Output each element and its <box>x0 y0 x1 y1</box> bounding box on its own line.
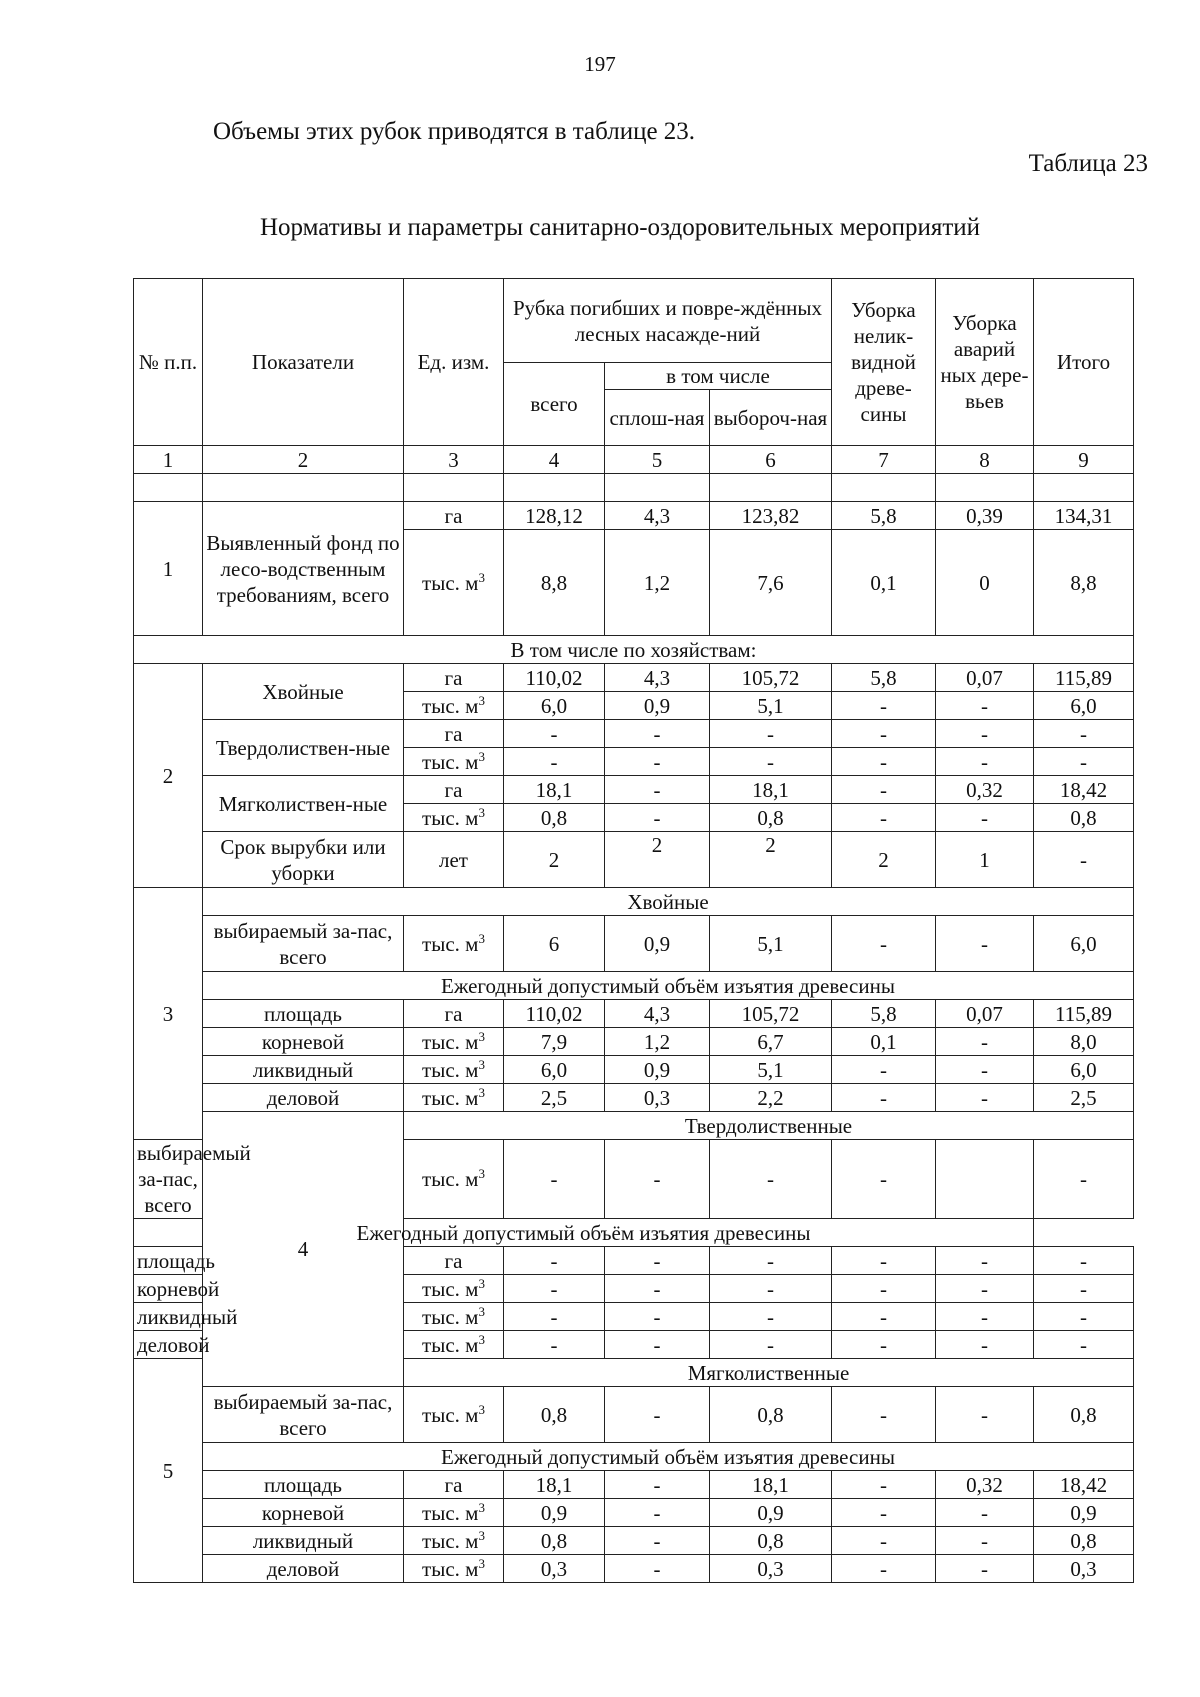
value-cell: - <box>504 1247 605 1275</box>
value-cell: 4,3 <box>605 1000 710 1028</box>
unit-text: тыс. м <box>422 1029 479 1054</box>
value-cell: - <box>504 1140 605 1219</box>
gap-cell <box>504 474 605 502</box>
value-cell: - <box>1034 1247 1134 1275</box>
table-row <box>134 1555 1134 1583</box>
value-cell: - <box>504 720 605 748</box>
annual-heading: Ежегодный допустимый объём изъятия древесины <box>134 1219 1034 1247</box>
value-cell: - <box>832 1303 936 1331</box>
unit-exponent: 3 <box>478 1499 485 1515</box>
unit-text: тыс. м <box>422 570 479 595</box>
unit-exponent: 3 <box>478 804 485 820</box>
value-cell: - <box>605 1275 710 1303</box>
column-number: 4 <box>504 446 605 474</box>
unit-cell <box>404 1555 504 1583</box>
indicator-label: корневой <box>134 1275 203 1303</box>
header-total: всего <box>504 363 605 446</box>
intro-text: Объемы этих рубок приводятся в таблице 23. <box>213 118 696 145</box>
value-cell: - <box>936 1084 1034 1112</box>
value-cell: - <box>936 748 1034 776</box>
value-cell: 8,8 <box>1034 530 1134 636</box>
value-cell: 0 <box>936 530 1034 636</box>
value-cell: 0,9 <box>605 692 710 720</box>
table-row <box>134 1112 1134 1140</box>
unit-cell <box>404 748 504 776</box>
value-cell: - <box>710 720 832 748</box>
annual-heading: Ежегодный допустимый объём изъятия древесины <box>203 972 1134 1000</box>
annual-heading: Ежегодный допустимый объём изъятия древесины <box>203 1443 1134 1471</box>
value-cell: 0,8 <box>710 1527 832 1555</box>
value-cell: 1,2 <box>605 530 710 636</box>
value-cell: 18,1 <box>504 776 605 804</box>
column-number: 7 <box>832 446 936 474</box>
table-row <box>134 832 1134 888</box>
unit-cell: лет <box>404 832 504 888</box>
value-cell: - <box>832 1247 936 1275</box>
value-cell: - <box>710 1275 832 1303</box>
value-cell: - <box>1034 720 1134 748</box>
value-cell: 2 <box>504 832 605 888</box>
value-cell: - <box>832 1471 936 1499</box>
value-cell: - <box>710 1140 832 1219</box>
value-cell: 0,8 <box>710 804 832 832</box>
indicator-label: Твердолиствен-ные <box>203 720 404 776</box>
value-cell: 2,2 <box>710 1084 832 1112</box>
table-row <box>134 279 1134 363</box>
value-cell: - <box>936 1056 1034 1084</box>
table-row <box>134 972 1134 1000</box>
value-cell: 5,8 <box>832 502 936 530</box>
unit-cell <box>404 1331 504 1359</box>
value-cell: 0,32 <box>936 1471 1034 1499</box>
table-row <box>134 888 1134 916</box>
unit-exponent: 3 <box>478 1056 485 1072</box>
unit-exponent: 3 <box>478 1527 485 1543</box>
table-title: Нормативы и параметры санитарно-оздоровительных мероприятий <box>259 214 981 241</box>
value-cell: 0,8 <box>504 1527 605 1555</box>
value-cell: 6,7 <box>710 1028 832 1056</box>
value-cell: 134,31 <box>1034 502 1134 530</box>
column-number: 3 <box>404 446 504 474</box>
value-cell: 0,07 <box>936 1000 1034 1028</box>
value-cell: 123,82 <box>710 502 832 530</box>
value-cell: 7,6 <box>710 530 832 636</box>
value-cell: - <box>605 1387 710 1443</box>
unit-exponent: 3 <box>478 692 485 708</box>
value-cell: - <box>936 1555 1034 1583</box>
value-cell: 110,02 <box>504 1000 605 1028</box>
value-cell: 0,8 <box>504 804 605 832</box>
value-cell: - <box>832 776 936 804</box>
table-row <box>134 446 1134 474</box>
column-number: 1 <box>134 446 203 474</box>
table-row <box>134 1084 1134 1112</box>
value-cell: - <box>1034 1303 1134 1331</box>
value-cell: - <box>605 748 710 776</box>
value-cell: - <box>1034 832 1134 888</box>
header-num: № п.п. <box>134 279 203 446</box>
table-row <box>134 1000 1134 1028</box>
indicator-label: ликвидный <box>203 1527 404 1555</box>
value-cell: 2 <box>605 832 710 888</box>
value-cell: 18,42 <box>1034 1471 1134 1499</box>
value-cell: 2 <box>710 832 832 888</box>
indicator-label: Срок вырубки или уборки <box>203 832 404 888</box>
value-cell: 0,3 <box>605 1084 710 1112</box>
value-cell: - <box>504 1275 605 1303</box>
value-cell: 0,9 <box>605 916 710 972</box>
unit-cell: га <box>404 1471 504 1499</box>
column-number: 9 <box>1034 446 1134 474</box>
table-row <box>134 916 1134 972</box>
unit-cell <box>404 1499 504 1527</box>
value-cell: 18,1 <box>504 1471 605 1499</box>
indicator-label: выбираемый за-пас, всего <box>134 1140 203 1219</box>
value-cell: - <box>605 1471 710 1499</box>
value-cell: 128,12 <box>504 502 605 530</box>
value-cell: - <box>832 1084 936 1112</box>
value-cell: - <box>605 1555 710 1583</box>
value-cell: 0,1 <box>832 1028 936 1056</box>
value-cell: - <box>936 692 1034 720</box>
unit-text: тыс. м <box>422 805 479 830</box>
row-number: 2 <box>134 664 203 888</box>
value-cell: - <box>710 1247 832 1275</box>
header-felling: Рубка погибших и повре-ждённых лесных насажде-ний <box>504 279 832 363</box>
value-cell: - <box>504 748 605 776</box>
indicator-label: корневой <box>203 1499 404 1527</box>
table-gap <box>134 474 1134 502</box>
value-cell: - <box>710 748 832 776</box>
value-cell: 2 <box>832 832 936 888</box>
table-row <box>134 664 1134 692</box>
value-cell: 0,8 <box>1034 1387 1134 1443</box>
value-cell: 115,89 <box>1034 664 1134 692</box>
table-row <box>134 1028 1134 1056</box>
table-body <box>134 279 1134 1583</box>
header-including: в том числе <box>605 363 832 390</box>
indicator-label: выбираемый за-пас, всего <box>203 916 404 972</box>
value-cell: 6 <box>504 916 605 972</box>
value-cell: 0,1 <box>832 530 936 636</box>
value-cell: - <box>832 692 936 720</box>
gap-cell <box>134 474 203 502</box>
value-cell: 0,8 <box>1034 804 1134 832</box>
unit-cell <box>404 1303 504 1331</box>
column-number: 5 <box>605 446 710 474</box>
unit-text: тыс. м <box>422 1057 479 1082</box>
unit-cell <box>404 1275 504 1303</box>
unit-text: тыс. м <box>422 749 479 774</box>
gap-cell <box>710 474 832 502</box>
indicator-label: Мягколиствен-ные <box>203 776 404 832</box>
indicator-label: деловой <box>134 1331 203 1359</box>
value-cell: - <box>832 1499 936 1527</box>
indicator-label: ликвидный <box>203 1056 404 1084</box>
header-unit: Ед. изм. <box>404 279 504 446</box>
value-cell: 4,3 <box>605 664 710 692</box>
value-cell: - <box>936 1028 1034 1056</box>
indicator-label: Выявленный фонд по лесо-водственным требованиям, всего <box>203 502 404 636</box>
unit-cell <box>404 1084 504 1112</box>
unit-exponent: 3 <box>478 1331 485 1347</box>
value-cell: 8,8 <box>504 530 605 636</box>
unit-exponent: 3 <box>478 1401 485 1417</box>
indicator-label: площадь <box>203 1471 404 1499</box>
unit-cell: га <box>404 720 504 748</box>
value-cell: - <box>605 1247 710 1275</box>
value-cell: - <box>936 720 1034 748</box>
indicator-label: площадь <box>203 1000 404 1028</box>
value-cell: 0,3 <box>504 1555 605 1583</box>
value-cell: - <box>504 1331 605 1359</box>
value-cell: 0,39 <box>936 502 1034 530</box>
unit-text: тыс. м <box>422 1167 479 1191</box>
value-cell: - <box>605 1303 710 1331</box>
unit-cell <box>404 916 504 972</box>
value-cell: - <box>832 748 936 776</box>
gap-cell <box>832 474 936 502</box>
header-indicators: Показатели <box>203 279 404 446</box>
value-cell: 0,3 <box>710 1555 832 1583</box>
value-cell: 0,9 <box>605 1056 710 1084</box>
value-cell: 2,5 <box>1034 1084 1134 1112</box>
header-emergency: Уборка аварий ных дере-вьев <box>936 279 1034 446</box>
table-row <box>134 636 1134 664</box>
unit-exponent: 3 <box>478 1303 485 1319</box>
unit-exponent: 3 <box>478 1555 485 1571</box>
value-cell: 18,42 <box>1034 776 1134 804</box>
table-label: Таблица 23 <box>1028 150 1148 177</box>
value-cell: 5,8 <box>832 664 936 692</box>
value-cell: - <box>832 1056 936 1084</box>
value-cell: 110,02 <box>504 664 605 692</box>
gap-cell <box>605 474 710 502</box>
value-cell: - <box>504 1303 605 1331</box>
header-solid: сплош-ная <box>605 390 710 446</box>
unit-exponent: 3 <box>478 1275 485 1291</box>
indicator-label: Хвойные <box>203 664 404 720</box>
value-cell: 7,9 <box>504 1028 605 1056</box>
unit-text: тыс. м <box>422 1085 479 1110</box>
unit-exponent: 3 <box>478 748 485 764</box>
page-number: 197 <box>584 52 616 76</box>
value-cell: 5,1 <box>710 692 832 720</box>
value-cell: - <box>936 1247 1034 1275</box>
unit-text: тыс. м <box>422 1500 479 1525</box>
value-cell <box>936 1140 1034 1219</box>
indicator-label: ликвидный <box>134 1303 203 1331</box>
value-cell: - <box>936 1331 1034 1359</box>
value-cell: - <box>605 804 710 832</box>
value-cell: 6,0 <box>1034 1056 1134 1084</box>
value-cell: - <box>832 1275 936 1303</box>
value-cell: - <box>605 720 710 748</box>
value-cell: - <box>1034 1331 1134 1359</box>
gap-cell <box>1034 474 1134 502</box>
value-cell: 0,8 <box>710 1387 832 1443</box>
value-cell: - <box>710 1303 832 1331</box>
value-cell: 0,9 <box>710 1499 832 1527</box>
value-cell: 6,0 <box>504 692 605 720</box>
section-title: Хвойные <box>203 888 1134 916</box>
value-cell: 0,32 <box>936 776 1034 804</box>
value-cell: 2,5 <box>504 1084 605 1112</box>
value-cell: - <box>936 804 1034 832</box>
value-cell: - <box>832 1527 936 1555</box>
gap-cell <box>936 474 1034 502</box>
unit-exponent: 3 <box>478 1166 485 1181</box>
value-cell: 105,72 <box>710 1000 832 1028</box>
column-number: 6 <box>710 446 832 474</box>
unit-cell <box>404 1140 504 1219</box>
unit-cell: га <box>404 1000 504 1028</box>
value-cell: 4,3 <box>605 502 710 530</box>
unit-text: тыс. м <box>422 931 479 956</box>
row-number: 4 <box>203 1112 404 1387</box>
column-number: 2 <box>203 446 404 474</box>
value-cell: 0,9 <box>504 1499 605 1527</box>
value-cell: - <box>832 916 936 972</box>
header-selective: выбороч-ная <box>710 390 832 446</box>
value-cell: 1 <box>936 832 1034 888</box>
value-cell: 0,9 <box>1034 1499 1134 1527</box>
unit-cell <box>404 804 504 832</box>
unit-exponent: 3 <box>478 1028 485 1044</box>
value-cell: - <box>832 1331 936 1359</box>
value-cell: 1,2 <box>605 1028 710 1056</box>
table-row <box>134 776 1134 804</box>
gap-cell <box>203 474 404 502</box>
unit-exponent: 3 <box>478 1084 485 1100</box>
column-number: 8 <box>936 446 1034 474</box>
table-row <box>134 1056 1134 1084</box>
unit-cell: га <box>404 776 504 804</box>
value-cell: 18,1 <box>710 776 832 804</box>
value-cell: 5,1 <box>710 916 832 972</box>
value-cell: - <box>832 1140 936 1219</box>
value-cell: 0,8 <box>504 1387 605 1443</box>
indicator-label: деловой <box>203 1555 404 1583</box>
subheading: В том числе по хозяйствам: <box>134 636 1134 664</box>
gap-cell <box>404 474 504 502</box>
row-number: 1 <box>134 502 203 636</box>
value-cell: - <box>1034 748 1134 776</box>
value-cell: - <box>1034 1140 1134 1219</box>
table-row <box>134 1471 1134 1499</box>
value-cell: 6,0 <box>504 1056 605 1084</box>
value-cell: - <box>936 1303 1034 1331</box>
unit-text: тыс. м <box>422 1332 479 1357</box>
section-title: Мягколиственные <box>404 1359 1134 1387</box>
section-title: Твердолиственные <box>404 1112 1134 1140</box>
value-cell: - <box>605 1527 710 1555</box>
value-cell: - <box>832 1387 936 1443</box>
value-cell: 105,72 <box>710 664 832 692</box>
row-number: 3 <box>134 888 203 1140</box>
unit-cell: га <box>404 1247 504 1275</box>
unit-cell <box>404 1028 504 1056</box>
table-row <box>134 1387 1134 1443</box>
value-cell: 6,0 <box>1034 916 1134 972</box>
unit-cell <box>404 530 504 636</box>
unit-text: тыс. м <box>422 693 479 718</box>
unit-cell <box>404 692 504 720</box>
value-cell: 6,0 <box>1034 692 1134 720</box>
indicator-label: корневой <box>203 1028 404 1056</box>
value-cell: 5,1 <box>710 1056 832 1084</box>
value-cell: 8,0 <box>1034 1028 1134 1056</box>
unit-text: тыс. м <box>422 1556 479 1581</box>
value-cell: 0,8 <box>1034 1527 1134 1555</box>
value-cell: - <box>832 804 936 832</box>
value-cell: - <box>605 1140 710 1219</box>
value-cell: - <box>605 1499 710 1527</box>
value-cell: 0,3 <box>1034 1555 1134 1583</box>
value-cell: - <box>936 1499 1034 1527</box>
unit-text: тыс. м <box>422 1402 479 1427</box>
table-row <box>134 1219 1134 1247</box>
header-sum: Итого <box>1034 279 1134 446</box>
unit-cell <box>404 1056 504 1084</box>
value-cell: - <box>710 1331 832 1359</box>
value-cell: - <box>832 1555 936 1583</box>
unit-text: тыс. м <box>422 1304 479 1329</box>
indicator-label: выбираемый за-пас, всего <box>203 1387 404 1443</box>
value-cell: - <box>605 776 710 804</box>
indicator-label: деловой <box>203 1084 404 1112</box>
value-cell: - <box>832 720 936 748</box>
table-row <box>134 502 1134 530</box>
value-cell: - <box>605 1331 710 1359</box>
value-cell: - <box>936 1275 1034 1303</box>
unit-exponent: 3 <box>478 569 485 585</box>
unit-exponent: 3 <box>478 930 485 946</box>
unit-cell <box>404 1527 504 1555</box>
table-row <box>134 1527 1134 1555</box>
indicator-label: площадь <box>134 1247 203 1275</box>
unit-cell: га <box>404 664 504 692</box>
value-cell: - <box>936 1387 1034 1443</box>
header-nonliquid: Уборка нелик-видной древе-сины <box>832 279 936 446</box>
value-cell: - <box>936 916 1034 972</box>
row-number: 5 <box>134 1359 203 1583</box>
unit-text: тыс. м <box>422 1276 479 1301</box>
value-cell: 18,1 <box>710 1471 832 1499</box>
unit-cell: га <box>404 502 504 530</box>
value-cell: 5,8 <box>832 1000 936 1028</box>
standards-table <box>133 278 1134 1583</box>
value-cell: 0,07 <box>936 664 1034 692</box>
unit-text: тыс. м <box>422 1528 479 1553</box>
value-cell: - <box>936 1527 1034 1555</box>
value-cell: - <box>1034 1275 1134 1303</box>
table-row <box>134 720 1134 748</box>
table-row <box>134 1443 1134 1471</box>
table-row <box>134 1499 1134 1527</box>
unit-cell <box>404 1387 504 1443</box>
value-cell: 115,89 <box>1034 1000 1134 1028</box>
